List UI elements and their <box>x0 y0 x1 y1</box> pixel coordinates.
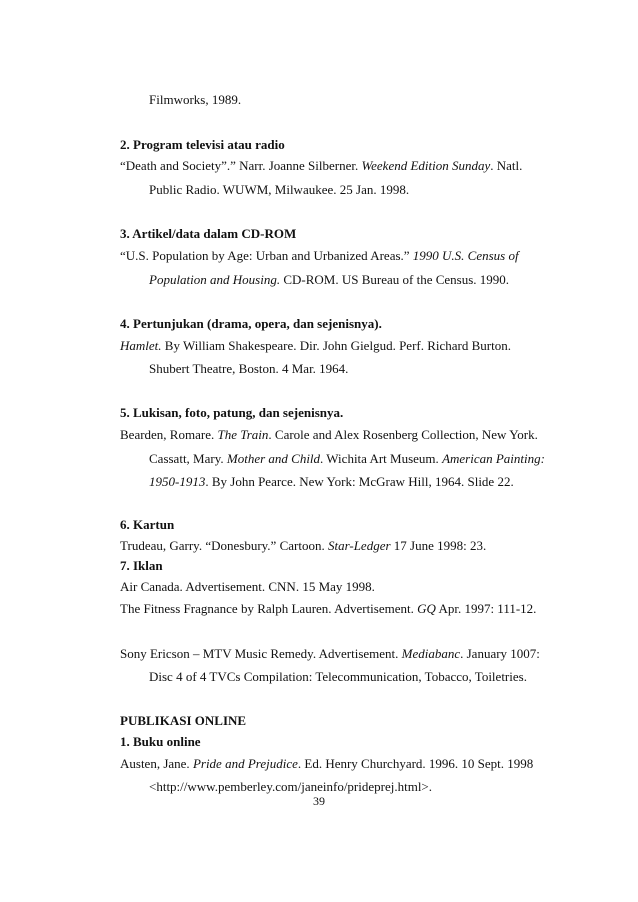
citation-bearden: Bearden, Romare. The Train. Carole and Alex Rosenberg Collection, New York. <box>120 427 538 442</box>
citation-cassatt: Cassatt, Mary. Mother and Child. Wichita Art Museum. American Painting: <box>149 451 545 466</box>
citation-continuation: Filmworks, 1989. <box>149 92 242 107</box>
section-heading-pertunjukan: 4. Pertunjukan (drama, opera, dan sejenisnya). <box>120 316 382 331</box>
section-heading-publikasi-online: PUBLIKASI ONLINE <box>120 713 247 728</box>
page-number: 39 <box>313 794 325 808</box>
section-heading-iklan: 7. Iklan <box>120 558 163 573</box>
citation-continuation: Population and Housing. CD-ROM. US Bureau of the Census. 1990. <box>149 272 510 287</box>
citation-trudeau: Trudeau, Garry. “Donesbury.” Cartoon. Star-Ledger 17 June 1998: 23. <box>120 538 487 553</box>
citation-hamlet: Hamlet. By William Shakespeare. Dir. John Gielgud. Perf. Richard Burton. <box>120 338 511 353</box>
citation-fitness-fragnance: The Fitness Fragnance by Ralph Lauren. Advertisement. GQ Apr. 1997: 111-12. <box>120 601 537 616</box>
section-heading-tv-radio: 2. Program televisi atau radio <box>120 137 285 152</box>
section-heading-kartun: 6. Kartun <box>120 517 175 532</box>
citation-continuation: Disc 4 of 4 TVCs Compilation: Telecommunication, Tobacco, Toiletries. <box>149 669 527 684</box>
citation-us-population: “U.S. Population by Age: Urban and Urbanized Areas.” 1990 U.S. Census of <box>120 248 519 263</box>
section-heading-cd-rom: 3. Artikel/data dalam CD-ROM <box>120 226 297 241</box>
citation-austen: Austen, Jane. Pride and Prejudice. Ed. Henry Churchyard. 1996. 10 Sept. 1998 <box>120 756 534 771</box>
citation-air-canada: Air Canada. Advertisement. CNN. 15 May 1998. <box>120 579 375 594</box>
citation-continuation: Public Radio. WUWM, Milwaukee. 25 Jan. 1998. <box>149 182 410 197</box>
section-heading-lukisan: 5. Lukisan, foto, patung, dan sejenisnya. <box>120 405 344 420</box>
section-heading-buku-online: 1. Buku online <box>120 734 201 749</box>
citation-death-and-society: “Death and Society”.” Narr. Joanne Silberner. Weekend Edition Sunday. Natl. <box>120 158 523 173</box>
citation-continuation: 1950-1913. By John Pearce. New York: McGraw Hill, 1964. Slide 22. <box>149 474 514 489</box>
citation-continuation: Shubert Theatre, Boston. 4 Mar. 1964. <box>149 361 349 376</box>
citation-url: <http://www.pemberley.com/janeinfo/prideprej.html>. <box>149 779 433 794</box>
citation-sony-ericson: Sony Ericson – MTV Music Remedy. Advertisement. Mediabanc. January 1007: <box>120 646 540 661</box>
